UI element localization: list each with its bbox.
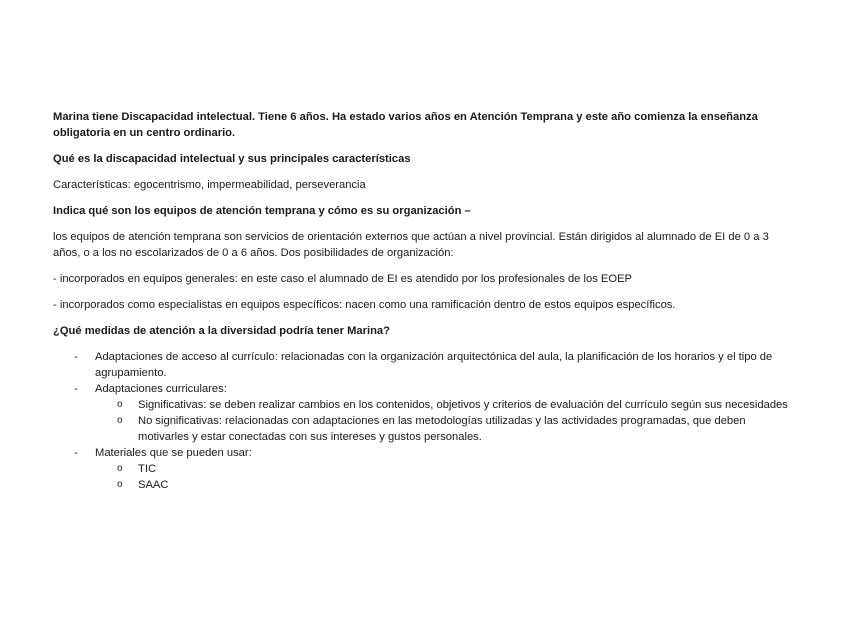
question-1-heading: Qué es la discapacidad intelectual y sus principales características <box>53 153 411 165</box>
circle-bullet: o <box>117 415 123 426</box>
list-item-text: Adaptaciones curriculares: <box>95 383 227 395</box>
question-2-heading: Indica qué son los equipos de atención temprana y cómo es su organización – <box>53 205 471 217</box>
circle-bullet: o <box>117 479 123 490</box>
sublist-item-text: TIC <box>138 463 157 475</box>
list-item <box>53 349 798 381</box>
question-2-paragraph: los equipos de atención temprana son servicios de orientación externos que actúan a nivel provincial. Están dirigidos al alumnado de EI de 0 a 3 años, o a los no escolarizados de 0 a 6 años. Dos posibilidades de organización: <box>53 231 769 259</box>
measures-list <box>53 349 798 493</box>
question-2-paragraph: - incorporados como especialistas en equipos específicos: nacen como una ramificación dentro de estos equipos específicos. <box>53 299 676 311</box>
sublist-item-text: Significativas: se deben realizar cambios en los contenidos, objetivos y criterios de evaluación del currículo según sus necesidades <box>138 399 788 411</box>
list-item-text: Adaptaciones de acceso al currículo: relacionadas con la organización arquitectónica del aula, la planificación de los horarios y el tipo de agrupamiento. <box>95 351 773 379</box>
list-item <box>53 445 798 493</box>
dash-bullet: - <box>74 447 78 459</box>
intro-paragraph: Marina tiene Discapacidad intelectual. Tiene 6 años. Ha estado varios años en Atención Temprana y este año comienza la enseñanza obligatoria en un centro ordinario. <box>53 111 758 139</box>
sublist-item-text: SAAC <box>138 479 169 491</box>
circle-bullet: o <box>117 399 123 410</box>
question-3-heading: ¿Qué medidas de atención a la diversidad podría tener Marina? <box>53 325 390 337</box>
sublist-item <box>95 413 798 445</box>
sublist-item-text: No significativas: relacionadas con adaptaciones en las metodologías utilizadas y las actividades programadas, que deben motivarles y estar conectadas con sus intereses y gustos personales. <box>138 415 746 443</box>
sublist <box>95 397 798 445</box>
dash-bullet: - <box>74 383 78 395</box>
sublist-item <box>95 477 798 493</box>
sublist-item <box>95 461 798 477</box>
sublist <box>95 461 798 493</box>
dash-bullet: - <box>74 351 78 363</box>
list-item <box>53 381 798 445</box>
question-1-answer: Características: egocentrismo, impermeabilidad, perseverancia <box>53 179 366 191</box>
list-item-text: Materiales que se pueden usar: <box>95 447 252 459</box>
question-2-paragraph: - incorporados en equipos generales: en este caso el alumnado de EI es atendido por los profesionales de los EOEP <box>53 273 633 285</box>
circle-bullet: o <box>117 463 123 474</box>
document-body <box>53 109 798 493</box>
sublist-item <box>95 397 798 413</box>
